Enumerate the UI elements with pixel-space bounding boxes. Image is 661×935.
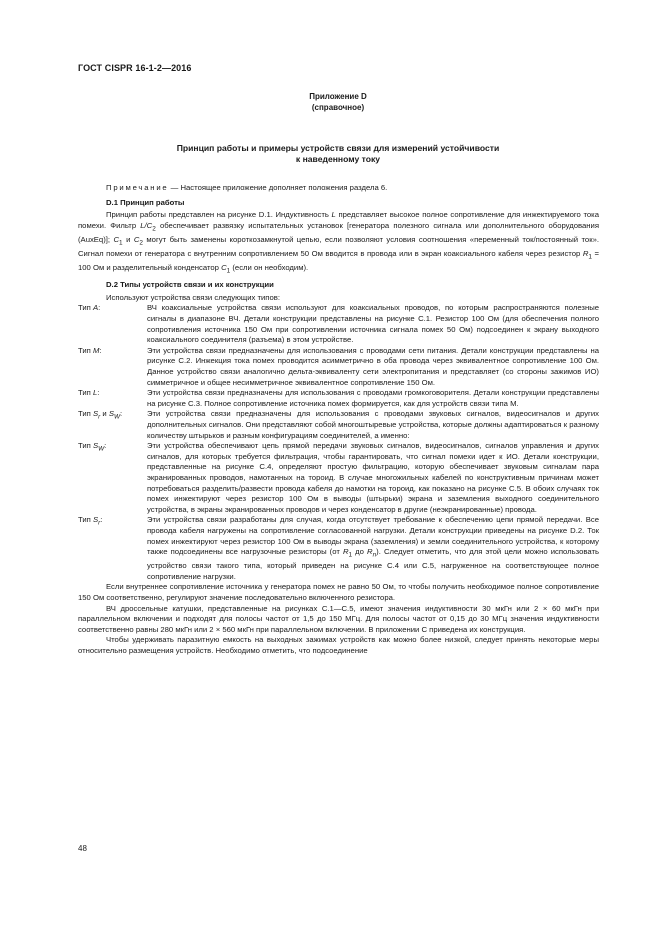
note — [78, 183, 599, 194]
type-l-row — [78, 388, 599, 409]
paragraph-source-impedance: Если внутреннее сопротивление источника у генератора помех не равно 50 Ом, то чтобы получить необходимое полное сопротивление 150 Ом соответственно, регулируют значение последовательно включенного резистора. — [78, 582, 599, 603]
type-a-row — [78, 303, 599, 345]
type-sw-text: Эти устройства обеспечивают цепь прямой передачи звуковых сигналов, видеосигналов, сигналов управления и других сигналов, для которых требуется фильтрация, чтобы гарантировать, что сигнал помехи идет к ИО. Детали конструкции, представленные на рисунке С.4, определяют простую фильтрацию, которую обеспечивает звуковым сигналам пара экранированных проводов, намотанных на тороид. В случае многожильных кабелей по конструктивным причинам может потребоваться разделить/развести провода кабеля до намотки на тороид, как показано на рисунке С.5. В обоих случаях ток помех инжектируют через резистор 100 Ом в выводы (штырьки) экрана и заземления выходного соединительного устройства, в экраны экранированных проводов и через конденсатор в другие (неэкранированные) провода. — [147, 441, 599, 514]
page-number: 48 — [78, 844, 87, 853]
note-text: — Настоящее приложение дополняет положения раздела 6. — [168, 183, 388, 192]
heading-d1: D.1 Принцип работы — [106, 197, 185, 207]
type-l-text: Эти устройства связи предназначены для использования с проводами громкоговорителя. Детали конструкции представлены на рисунке С.3. Полное сопротивление источника помех формируется, как для устройств связи типа М. — [147, 388, 599, 408]
type-m-row — [78, 346, 599, 388]
type-a-label: Тип A: — [78, 303, 101, 313]
annex-subtitle: (справочное) — [311, 103, 365, 112]
type-sr-sw-label: Тип $S_r$ и $S_W$: — [78, 409, 123, 421]
type-m-text: Эти устройства связи предназначены для использования с проводами сети питания. Детали конструкции представлены на рисунке С.2. Инжекция тока помех проводится асимметрично в оба провода через эквивалентное сопротивление 100 Ом. Данное устройство связи аналогично дельта-эквиваленту сети электропитания и представляет (со стороны зажимов ИО) симметричное и общее несимметричное эквивалентное сопротивление 150 Ом. — [147, 345, 599, 387]
section-title — [78, 143, 598, 165]
title-line-1: Принцип работы и примеры устройств связи для измерений устойчивости — [176, 143, 500, 153]
annex-title: Приложение D — [309, 92, 367, 101]
type-a-text: ВЧ коаксиальные устройства связи используют для коаксиальных проводов, по которым распространяются полезные сигналы в диапазоне ВЧ. Детали конструкции представлены на рисунке С.1. Резистор 100 Ом (для обеспечения полного сопротивления источника 150 Ом при сопротивлении источника сигнала помех 50 Ом) подсоединен к экрану выходного коаксиального соединителя (разъема) в этом устройстве. — [147, 303, 599, 345]
type-sr-label: Тип $S_r$: — [78, 515, 103, 527]
paragraph-rf-chokes: ВЧ дроссельные катушки, представленные на рисунках С.1—С.5, имеют значения индуктивности 30 мкГн или 2 × 60 мкГн при параллельном включении и подходят для полосы частот от 1,5 до 150 МГц. Для полосы частот от 0,15 до 30 МГц значения индуктивности соответственно равны 280 мкГн или 2 × 560 мкГн при параллельном включении. В приложении С приведена их конструкция. — [78, 603, 599, 634]
annex-heading — [78, 91, 598, 113]
paragraph-parasitic-capacitance: Чтобы удерживать паразитную емкость на выходных зажимах устройств как можно более низкой, следует принять некоторые меры относительно размещения устройств. Необходимо отметить, что подсоединение — [78, 635, 599, 655]
note-label: Примечание — [106, 183, 169, 192]
type-sw-row — [78, 441, 599, 515]
type-l-label: Тип L: — [78, 388, 100, 398]
type-sr-text: Эти устройства связи разработаны для случая, когда отсутствует требование к обеспечению цепи прямой передачи. Все провода кабеля нагружены на сопротивление согласованной нагрузки. Детали конструкции приведены на рисунке D.2. Ток помех инжектируют через резистор 100 Ом в выводы экрана (заземления) и земли соединительного устройства, к которому также подсоединены все нагрузочные резисторы (от $R_1$ до $R_n$). Следует отметить, что для этой цели можно использовать устройство связи такого типа, который приведен на рисунке С.4 или С.5, нагруженное на соответствующее полное сопротивление нагрузки. — [147, 515, 599, 581]
title-line-2: к наведенному току — [295, 154, 381, 164]
type-sr-row — [78, 515, 599, 582]
document-header: ГОСТ CISPR 16-1-2—2016 — [78, 63, 192, 73]
d1-paragraph: Принцип работы представлен на рисунке D.1. Индуктивность L представляет высокое полное сопротивление для инжектируемого тока помехи. Фильтр $L/C_2$ обеспечивает развязку испытательных установок [генератора полезного сигнала или дополнительного оборудования (AuxEq)]; $C_1$ и $C_2$ могут быть заменены короткозамкнутой цепью, если позволяют условия соотношения «переменный ток/постоянный ток». Сигнал помехи от генератора с внутренним сопротивлением 50 Ом вводится в провода или в экран коаксиального кабеля через резистор $R_1 = 100$ Ом и разделительный конденсатор $C_1$ (если он необходим). — [78, 210, 599, 275]
type-m-label: Тип M: — [78, 345, 102, 355]
d2-intro: Используют устройства связи следующих типов: — [106, 292, 280, 302]
heading-d2: D.2 Типы устройств связи и их конструкции — [106, 280, 274, 290]
type-sr-sw-text: Эти устройства связи предназначены для использования с проводами звуковых сигналов, видеосигналов и других дополнительных сигналов. Они представляют собой многоштыревые устройства, которые должны адаптироваться к разному количеству штырьков и разным конфигурациям соединителей, а именно: — [147, 409, 599, 440]
type-sw-label: Тип $S_W$: — [78, 441, 107, 453]
document-body — [78, 183, 599, 657]
type-sr-sw-row — [78, 409, 599, 441]
